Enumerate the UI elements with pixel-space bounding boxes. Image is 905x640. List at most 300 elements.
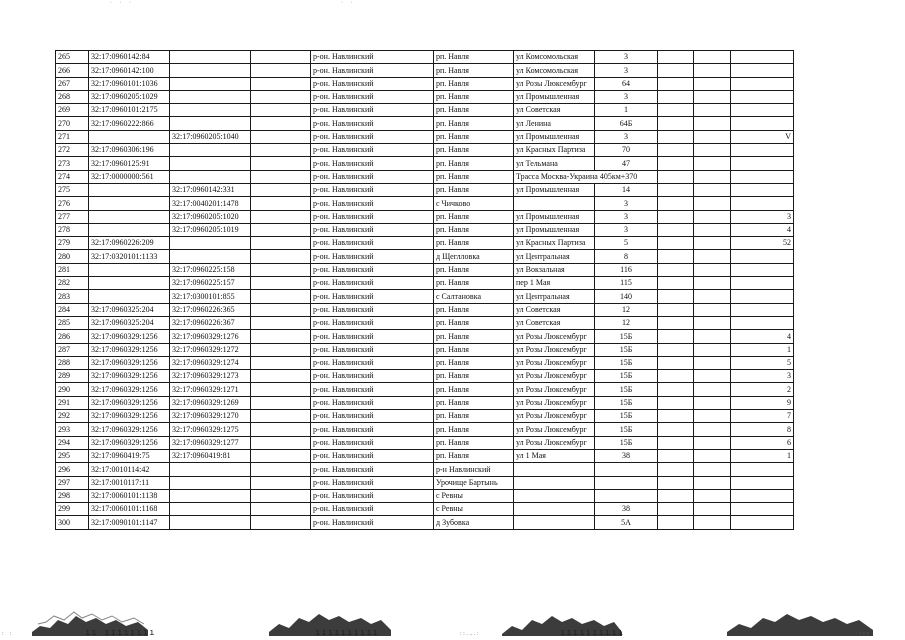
row-number: 280 <box>56 250 89 263</box>
flat-number-cell <box>731 104 794 117</box>
street-cell: ул Розы Люксембург <box>514 77 595 90</box>
row-number: 294 <box>56 436 89 449</box>
blank-cell <box>658 90 694 103</box>
settlement-cell: рп. Навля <box>434 117 514 130</box>
blank-cell <box>251 383 311 396</box>
cadastral-number-parcel: 32:17:0090101:1147 <box>89 516 170 529</box>
flat-number-cell: 3 <box>731 370 794 383</box>
district-cell: р-он. Навлинский <box>311 316 434 329</box>
row-number: 297 <box>56 476 89 489</box>
blank-cell <box>694 183 731 196</box>
cadastral-number-object <box>170 157 251 170</box>
cadastral-number-object <box>170 64 251 77</box>
row-number: 269 <box>56 104 89 117</box>
street-cell: ул Промышленная <box>514 90 595 103</box>
table-row <box>56 343 794 356</box>
blank-cell <box>694 516 731 529</box>
street-cell <box>514 476 595 489</box>
flat-number-cell <box>731 516 794 529</box>
blank-cell <box>658 117 694 130</box>
blank-cell <box>251 356 311 369</box>
cadastral-number-object: 32:17:0300101:855 <box>170 290 251 303</box>
settlement-cell: рп. Навля <box>434 223 514 236</box>
blank-cell <box>658 237 694 250</box>
settlement-cell: рп. Навля <box>434 316 514 329</box>
flat-number-cell: 7 <box>731 410 794 423</box>
street-cell: ул Красных Партиза <box>514 144 595 157</box>
blank-cell <box>694 449 731 462</box>
row-number: 298 <box>56 489 89 502</box>
table-row <box>56 436 794 449</box>
district-cell: р-он. Навлинский <box>311 183 434 196</box>
street-cell: ул Промышленная <box>514 130 595 143</box>
blank-cell <box>694 396 731 409</box>
table-row <box>56 250 794 263</box>
blank-cell <box>694 356 731 369</box>
scan-barcode-3: ıııııııııı <box>560 628 625 638</box>
blank-cell <box>694 290 731 303</box>
table-row <box>56 383 794 396</box>
blank-cell <box>694 210 731 223</box>
house-number-cell <box>595 476 658 489</box>
district-cell: р-он. Навлинский <box>311 356 434 369</box>
cadastral-number-object: 32:17:0960329:1276 <box>170 330 251 343</box>
cadastral-number-parcel: 32:17:0960329:1256 <box>89 330 170 343</box>
flat-number-cell <box>731 90 794 103</box>
blank-cell <box>694 263 731 276</box>
flat-number-cell <box>731 250 794 263</box>
street-cell: ул Розы Люксембург <box>514 330 595 343</box>
cadastral-number-object: 32:17:0960226:365 <box>170 303 251 316</box>
cadastral-number-parcel: 32:17:0960329:1256 <box>89 370 170 383</box>
row-number: 279 <box>56 237 89 250</box>
settlement-cell: с Чичково <box>434 197 514 210</box>
street-cell: ул Тельмана <box>514 157 595 170</box>
cadastral-number-object <box>170 77 251 90</box>
row-number: 282 <box>56 277 89 290</box>
row-number: 277 <box>56 210 89 223</box>
blank-cell <box>251 489 311 502</box>
scan-noise-blob-4 <box>725 602 875 636</box>
street-cell: ул Промышленная <box>514 223 595 236</box>
cadastral-number-parcel <box>89 263 170 276</box>
cadastral-number-object <box>170 117 251 130</box>
flat-number-cell <box>731 263 794 276</box>
cadastral-number-parcel <box>89 210 170 223</box>
district-cell: р-он. Навлинский <box>311 303 434 316</box>
row-number: 286 <box>56 330 89 343</box>
table-row <box>56 117 794 130</box>
table-row <box>56 277 794 290</box>
district-cell: р-он. Навлинский <box>311 370 434 383</box>
settlement-cell: р-н Навлинский <box>434 463 514 476</box>
flat-number-cell: 1 <box>731 449 794 462</box>
row-number: 299 <box>56 503 89 516</box>
cadastral-number-object: 32:17:0040201:1478 <box>170 197 251 210</box>
blank-cell <box>251 183 311 196</box>
cadastral-number-parcel <box>89 290 170 303</box>
blank-cell <box>694 330 731 343</box>
district-cell: р-он. Навлинский <box>311 170 434 183</box>
row-number: 293 <box>56 423 89 436</box>
house-number-cell: 3 <box>595 130 658 143</box>
blank-cell <box>658 370 694 383</box>
row-number: 285 <box>56 316 89 329</box>
cadastral-number-parcel: 32:17:0960325:204 <box>89 316 170 329</box>
district-cell: р-он. Навлинский <box>311 410 434 423</box>
blank-cell <box>251 237 311 250</box>
table-row <box>56 290 794 303</box>
house-number-cell: 15Б <box>595 356 658 369</box>
cadastral-number-object <box>170 463 251 476</box>
blank-cell <box>658 250 694 263</box>
table-row <box>56 423 794 436</box>
cadastral-number-parcel: 32:17:0960329:1256 <box>89 383 170 396</box>
row-number: 290 <box>56 383 89 396</box>
row-number: 291 <box>56 396 89 409</box>
cadastral-number-object: 32:17:0960142:331 <box>170 183 251 196</box>
house-number-cell: 47 <box>595 157 658 170</box>
district-cell: р-он. Навлинский <box>311 489 434 502</box>
blank-cell <box>694 277 731 290</box>
district-cell: р-он. Навлинский <box>311 90 434 103</box>
blank-cell <box>694 476 731 489</box>
settlement-cell: рп. Навля <box>434 370 514 383</box>
street-cell: ул Советская <box>514 316 595 329</box>
settlement-cell: с Ревны <box>434 503 514 516</box>
cadastral-number-object: 32:17:0960205:1040 <box>170 130 251 143</box>
blank-cell <box>694 503 731 516</box>
cadastral-number-parcel: 32:17:0960101:2175 <box>89 104 170 117</box>
table-row <box>56 316 794 329</box>
flat-number-cell <box>731 503 794 516</box>
blank-cell <box>251 316 311 329</box>
cadastral-number-object <box>170 250 251 263</box>
house-number-cell: 3 <box>595 51 658 64</box>
blank-cell <box>251 436 311 449</box>
flat-number-cell <box>731 117 794 130</box>
house-number-cell: 14 <box>595 183 658 196</box>
table-row <box>56 503 794 516</box>
street-cell: ул Розы Люксембург <box>514 383 595 396</box>
cadastral-number-object: 32:17:0960329:1271 <box>170 383 251 396</box>
blank-cell <box>251 449 311 462</box>
district-cell: р-он. Навлинский <box>311 330 434 343</box>
blank-cell <box>658 157 694 170</box>
table-row <box>56 330 794 343</box>
street-cell: ул Розы Люксембург <box>514 396 595 409</box>
blank-cell <box>694 130 731 143</box>
house-number-cell: 15Б <box>595 436 658 449</box>
blank-cell <box>251 263 311 276</box>
row-number: 283 <box>56 290 89 303</box>
blank-cell <box>694 303 731 316</box>
row-number: 296 <box>56 463 89 476</box>
settlement-cell: рп. Навля <box>434 51 514 64</box>
blank-cell <box>251 410 311 423</box>
blank-cell <box>694 370 731 383</box>
cadastral-number-object <box>170 237 251 250</box>
flat-number-cell <box>731 144 794 157</box>
cadastral-number-parcel: 32:17:0960205:1029 <box>89 90 170 103</box>
street-cell: ул Розы Люксембург <box>514 410 595 423</box>
register-body <box>56 51 794 530</box>
house-number-cell: 15Б <box>595 370 658 383</box>
flat-number-cell: 2 <box>731 383 794 396</box>
blank-cell <box>251 423 311 436</box>
house-number-cell: 8 <box>595 250 658 263</box>
cadastral-number-parcel: 32:17:0960142:100 <box>89 64 170 77</box>
cadastral-number-object: 32:17:0960329:1272 <box>170 343 251 356</box>
house-number-cell: 5 <box>595 237 658 250</box>
house-number-cell: 1 <box>595 104 658 117</box>
blank-cell <box>694 250 731 263</box>
cadastral-number-parcel: 32:17:0320101:1133 <box>89 250 170 263</box>
cadastral-number-parcel: 32:17:0960226:209 <box>89 237 170 250</box>
street-cell: ул Розы Люксембург <box>514 370 595 383</box>
row-number: 292 <box>56 410 89 423</box>
flat-number-cell <box>731 183 794 196</box>
settlement-cell: с Ревны <box>434 489 514 502</box>
district-cell: р-он. Навлинский <box>311 130 434 143</box>
street-cell: ул Розы Люксембург <box>514 436 595 449</box>
blank-cell <box>658 130 694 143</box>
house-number-cell <box>595 489 658 502</box>
cadastral-number-object <box>170 144 251 157</box>
street-cell: ул Ленина <box>514 117 595 130</box>
cadastral-number-parcel: 32:17:0960325:204 <box>89 303 170 316</box>
settlement-cell: рп. Навля <box>434 343 514 356</box>
house-number-cell: 38 <box>595 449 658 462</box>
table-row <box>56 223 794 236</box>
district-cell: р-он. Навлинский <box>311 223 434 236</box>
flat-number-cell: V <box>731 130 794 143</box>
table-row <box>56 516 794 529</box>
street-cell <box>514 489 595 502</box>
row-number: 300 <box>56 516 89 529</box>
blank-cell <box>694 90 731 103</box>
row-number: 265 <box>56 51 89 64</box>
cadastral-number-parcel: 32:17:0960329:1256 <box>89 410 170 423</box>
street-cell: ул Розы Люксембург <box>514 343 595 356</box>
flat-number-cell: 9 <box>731 396 794 409</box>
cadastral-number-parcel <box>89 277 170 290</box>
district-cell: р-он. Навлинский <box>311 210 434 223</box>
cadastral-number-object <box>170 516 251 529</box>
table-row <box>56 263 794 276</box>
street-cell: ул Комсомольская <box>514 64 595 77</box>
blank-cell <box>658 449 694 462</box>
scan-artifact-top: · · · · · <box>110 0 356 6</box>
row-number: 284 <box>56 303 89 316</box>
blank-cell <box>251 290 311 303</box>
settlement-cell: рп. Навля <box>434 77 514 90</box>
house-number-cell: 3 <box>595 223 658 236</box>
street-cell: ул Розы Люксембург <box>514 356 595 369</box>
cadastral-number-parcel: 32:17:0960125:91 <box>89 157 170 170</box>
cadastral-number-object: 32:17:0960329:1273 <box>170 370 251 383</box>
district-cell: р-он. Навлинский <box>311 263 434 276</box>
cadastral-number-parcel <box>89 223 170 236</box>
settlement-cell: д Зубовка <box>434 516 514 529</box>
cadastral-number-parcel: 32:17:0960329:1256 <box>89 356 170 369</box>
district-cell: р-он. Навлинский <box>311 144 434 157</box>
table-row <box>56 170 794 183</box>
blank-cell <box>251 90 311 103</box>
street-cell: Трасса Москва-Украина 405км+370 <box>514 170 658 183</box>
blank-cell <box>658 463 694 476</box>
blank-cell <box>694 316 731 329</box>
district-cell: р-он. Навлинский <box>311 290 434 303</box>
district-cell: р-он. Навлинский <box>311 277 434 290</box>
flat-number-cell <box>731 316 794 329</box>
street-cell: ул Вокзальная <box>514 263 595 276</box>
cadastral-number-object <box>170 489 251 502</box>
blank-cell <box>694 223 731 236</box>
cadastral-number-parcel: 32:17:0010117:11 <box>89 476 170 489</box>
blank-cell <box>694 463 731 476</box>
flat-number-cell <box>731 197 794 210</box>
street-cell <box>514 516 595 529</box>
street-cell: ул Центральная <box>514 290 595 303</box>
blank-cell <box>658 197 694 210</box>
row-number: 287 <box>56 343 89 356</box>
property-register-table <box>55 50 794 530</box>
blank-cell <box>251 77 311 90</box>
flat-number-cell: 4 <box>731 330 794 343</box>
flat-number-cell: 8 <box>731 423 794 436</box>
settlement-cell: рп. Навля <box>434 183 514 196</box>
scan-dots-2: : : . .. . : <box>460 631 479 637</box>
table-row <box>56 463 794 476</box>
house-number-cell: 15Б <box>595 396 658 409</box>
table-row <box>56 410 794 423</box>
street-cell: ул 1 Мая <box>514 449 595 462</box>
cadastral-number-object: 32:17:0960225:157 <box>170 277 251 290</box>
blank-cell <box>251 223 311 236</box>
house-number-cell: 38 <box>595 503 658 516</box>
settlement-cell: д Щеглловка <box>434 250 514 263</box>
blank-cell <box>251 210 311 223</box>
blank-cell <box>251 157 311 170</box>
blank-cell <box>694 157 731 170</box>
blank-cell <box>694 197 731 210</box>
row-number: 278 <box>56 223 89 236</box>
street-cell: ул Комсомольская <box>514 51 595 64</box>
table-row <box>56 183 794 196</box>
settlement-cell: рп. Навля <box>434 263 514 276</box>
blank-cell <box>251 197 311 210</box>
cadastral-number-object: 32:17:0960329:1270 <box>170 410 251 423</box>
table-row <box>56 51 794 64</box>
table-row <box>56 396 794 409</box>
blank-cell <box>658 144 694 157</box>
row-number: 267 <box>56 77 89 90</box>
blank-cell <box>694 144 731 157</box>
cadastral-number-parcel <box>89 197 170 210</box>
flat-number-cell: 4 <box>731 223 794 236</box>
flat-number-cell <box>731 463 794 476</box>
blank-cell <box>658 489 694 502</box>
district-cell: р-он. Навлинский <box>311 117 434 130</box>
settlement-cell: рп. Навля <box>434 170 514 183</box>
blank-cell <box>251 51 311 64</box>
blank-cell <box>658 383 694 396</box>
table-row <box>56 237 794 250</box>
house-number-cell: 15Б <box>595 383 658 396</box>
cadastral-number-object: 32:17:0960329:1269 <box>170 396 251 409</box>
house-number-cell: 12 <box>595 303 658 316</box>
street-cell <box>514 503 595 516</box>
scan-barcode-1: ıı ıııııııı <box>85 628 156 638</box>
district-cell: р-он. Навлинский <box>311 423 434 436</box>
street-cell <box>514 197 595 210</box>
table-row <box>56 130 794 143</box>
flat-number-cell <box>731 51 794 64</box>
row-number: 276 <box>56 197 89 210</box>
row-number: 295 <box>56 449 89 462</box>
settlement-cell: рп. Навля <box>434 330 514 343</box>
house-number-cell: 3 <box>595 197 658 210</box>
flat-number-cell <box>731 303 794 316</box>
row-number: 270 <box>56 117 89 130</box>
table-row <box>56 210 794 223</box>
settlement-cell: рп. Навля <box>434 436 514 449</box>
blank-cell <box>658 104 694 117</box>
table-row <box>56 449 794 462</box>
cadastral-number-parcel: 32:17:0060101:1138 <box>89 489 170 502</box>
settlement-cell: рп. Навля <box>434 303 514 316</box>
blank-cell <box>251 370 311 383</box>
table-row <box>56 356 794 369</box>
settlement-cell: рп. Навля <box>434 410 514 423</box>
district-cell: р-он. Навлинский <box>311 157 434 170</box>
blank-cell <box>694 343 731 356</box>
street-cell: ул Советская <box>514 303 595 316</box>
settlement-cell: рп. Навля <box>434 130 514 143</box>
cadastral-number-object: 32:17:0960205:1019 <box>170 223 251 236</box>
district-cell: р-он. Навлинский <box>311 503 434 516</box>
table-row <box>56 489 794 502</box>
cadastral-number-parcel: 32:17:0960329:1256 <box>89 343 170 356</box>
house-number-cell: 12 <box>595 316 658 329</box>
district-cell: р-он. Навлинский <box>311 250 434 263</box>
house-number-cell: 140 <box>595 290 658 303</box>
blank-cell <box>251 250 311 263</box>
district-cell: р-он. Навлинский <box>311 396 434 409</box>
house-number-cell: 5А <box>595 516 658 529</box>
cadastral-number-object: 32:17:0960205:1020 <box>170 210 251 223</box>
cadastral-number-parcel: 32:17:0960419:75 <box>89 449 170 462</box>
cadastral-number-parcel: 32:17:0960329:1256 <box>89 396 170 409</box>
settlement-cell: с Салтановка <box>434 290 514 303</box>
flat-number-cell: 1 <box>731 343 794 356</box>
blank-cell <box>658 316 694 329</box>
blank-cell <box>694 117 731 130</box>
blank-cell <box>251 303 311 316</box>
scan-barcode-2: ıııııııııı <box>315 628 380 638</box>
street-cell: ул Розы Люксембург <box>514 423 595 436</box>
district-cell: р-он. Навлинский <box>311 463 434 476</box>
district-cell: р-он. Навлинский <box>311 516 434 529</box>
blank-cell <box>694 383 731 396</box>
blank-cell <box>658 343 694 356</box>
district-cell: р-он. Навлинский <box>311 197 434 210</box>
district-cell: р-он. Навлинский <box>311 476 434 489</box>
settlement-cell: рп. Навля <box>434 356 514 369</box>
blank-cell <box>658 210 694 223</box>
cadastral-number-object <box>170 90 251 103</box>
